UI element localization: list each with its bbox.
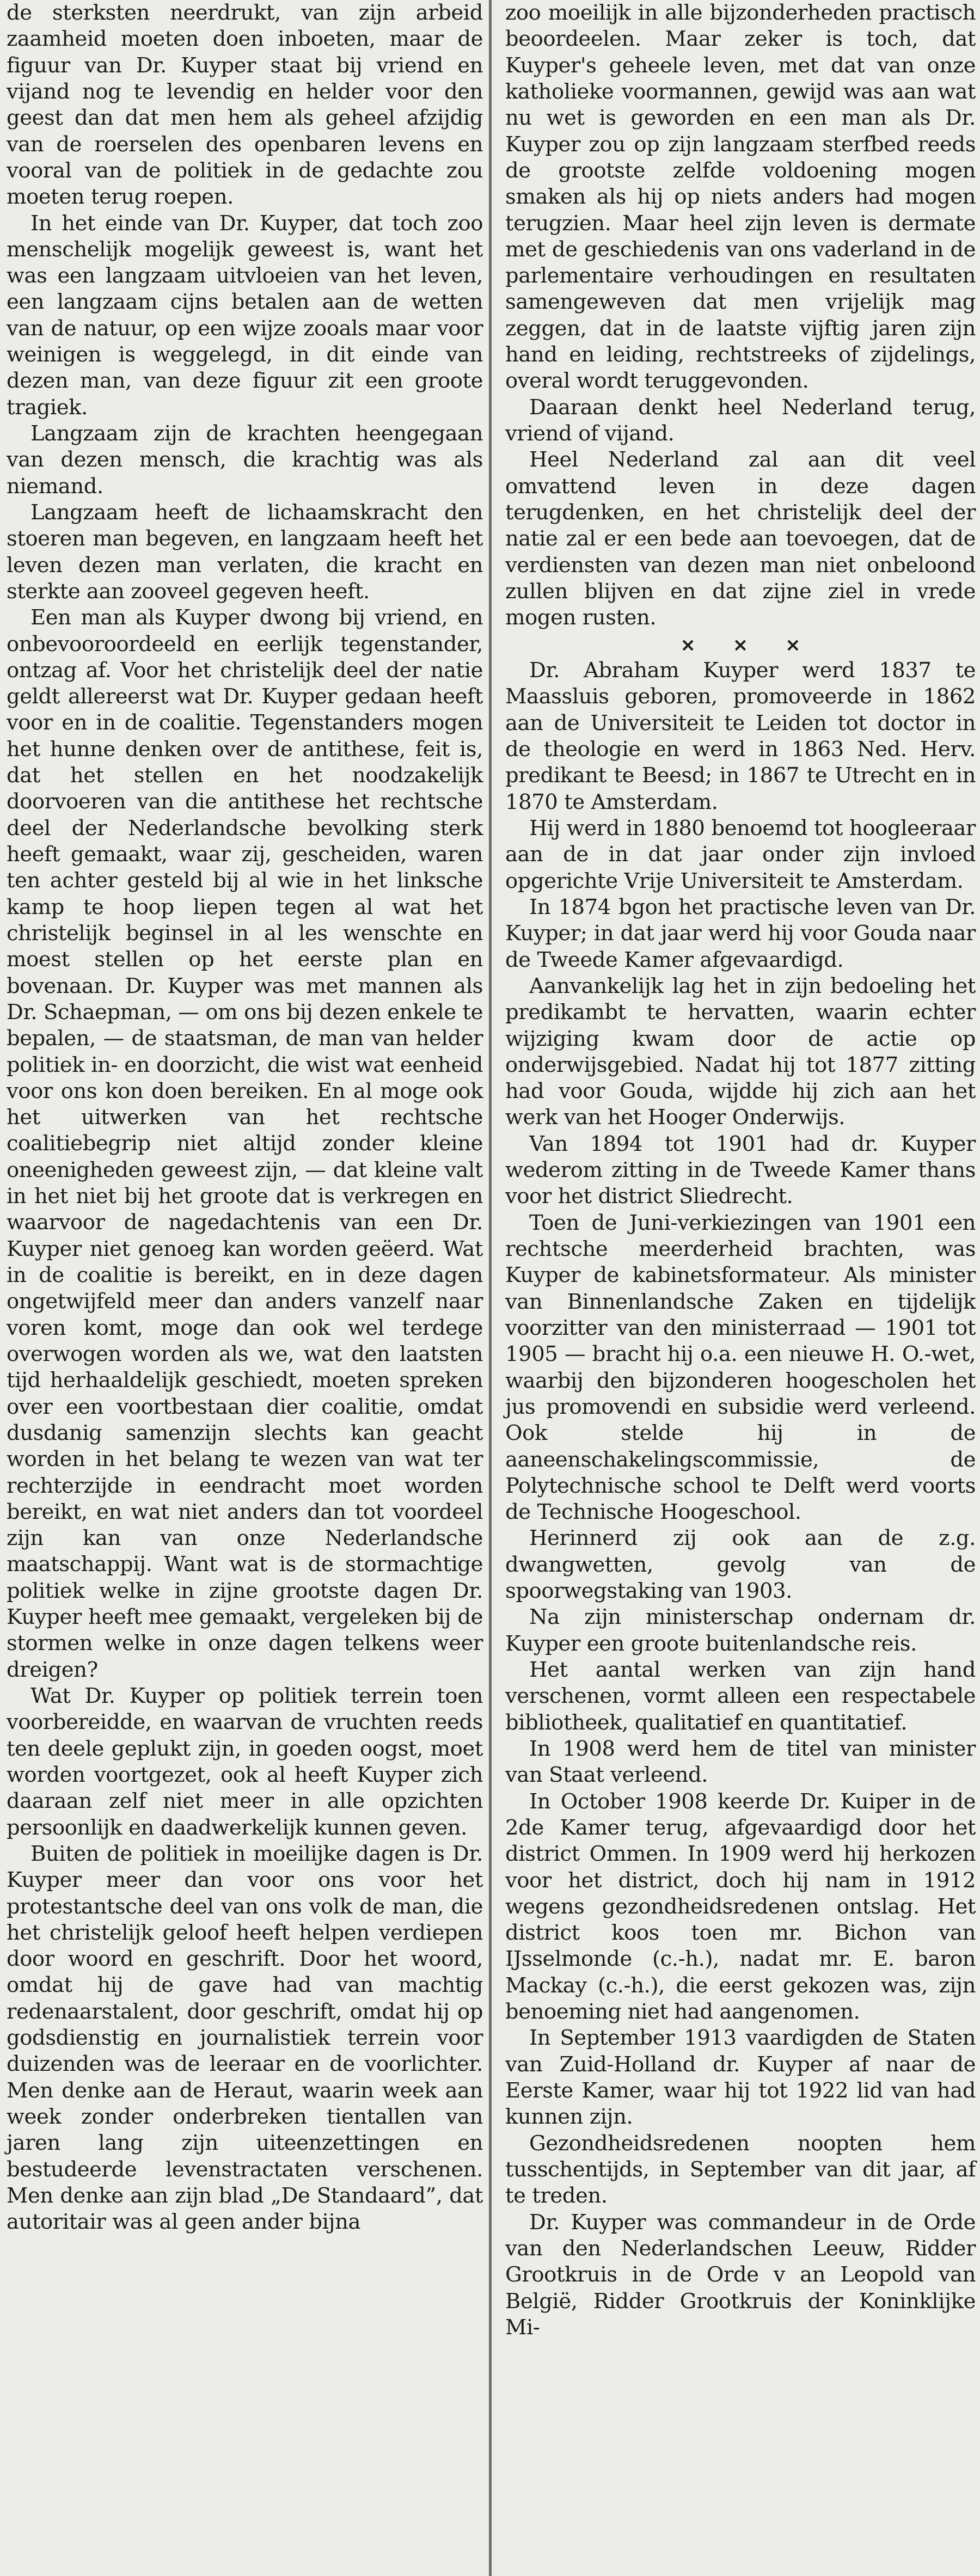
paragraph: Dr. Abraham Kuyper werd 1837 te Maassluis geboren, promoveerde in 1862 aan de Universiteit te Leiden tot doctor in de theologie en werd in 1863 Ned. Herv. predikant te Beesd; in 1867 te Utrecht en in 1870 te Amsterdam.	[505, 658, 976, 814]
paragraph: de sterksten neerdrukt, van zijn arbeid zaamheid moeten doen inboeten, maar de figuur van Dr. Kuyper staat bij vriend en vijand nog te levendig en helder voor den geest dan dat men hem als geheel afzijdig van de roerselen des openbaren levens en vooral van de politiek in de gedachte zou moeten terug roepen.	[7, 1, 483, 210]
paragraph: Heel Nederland zal aan dit veel omvattend leven in deze dagen terugdenken, en het christelijk deel der natie zal er een bede aan toevoegen, dat de verdiensten van dezen man niet onbeloond zullen blijven en dat zijne ziel in vrede mogen rusten.	[505, 447, 976, 630]
paragraph: Langzaam heeft de lichaamskracht den stoeren man begeven, en langzaam heeft het leven dezen man verlaten, die kracht en sterkte aan zooveel gegeven heeft.	[7, 500, 483, 604]
paragraph: Daaraan denkt heel Nederland terug, vriend of vijand.	[505, 395, 976, 446]
paragraph: Buiten de politiek in moeilijke dagen is Dr. Kuyper meer dan voor ons voor het protestantsche deel van ons volk de man, die het christelijk geloof heeft helpen verdiepen door woord en geschrift. Door het woord, omdat hij de gave had van machtig redenaarstalent, door geschrift, omdat hij op godsdienstig en journalistiek terrein voor duizenden was de leeraar en de voorlichter. Men denke aan de Heraut, waarin week aan week zonder onderbreken tientallen van jaren lang zijn uiteenzettingen en bestudeerde levenstractaten verschenen. Men denke aan zijn blad „De Standaard”, dat autoritair was al geen ander bijna	[7, 1841, 483, 2235]
paragraph: Aanvankelijk lag het in zijn bedoeling het predikambt te hervatten, waarin echter wijziging kwam door de actie op onderwijsgebied. Nadat hij tot 1877 zitting had voor Gouda, wijdde hij zich aan het werk van het Hooger Onderwijs.	[505, 973, 976, 1130]
paragraph: Hij werd in 1880 benoemd tot hoogleeraar aan de in dat jaar onder zijn invloed opgerichte Vrije Universiteit te Amsterdam.	[505, 816, 976, 893]
column-divider	[489, 0, 492, 2576]
paragraph: In 1874 bgon het practische leven van Dr. Kuyper; in dat jaar werd hij voor Gouda naar de Tweede Kamer afgevaardigd.	[505, 894, 976, 972]
paragraph: In 1908 werd hem de titel van minister van Staat verleend.	[505, 1736, 976, 1788]
paragraph: Langzaam zijn de krachten heengegaan van dezen mensch, die krachtig was als niemand.	[7, 421, 483, 499]
paragraph: Wat Dr. Kuyper op politiek terrein toen voorbereidde, en waarvan de vruchten reeds ten deele geplukt zijn, in goeden oogst, moet worden voortgezet, ook al heeft Kuyper zich daaraan zelf niet meer in alle opzichten persoonlijk en daadwerkelijk kunnen geven.	[7, 1684, 483, 1840]
paragraph: Van 1894 tot 1901 had dr. Kuyper wederom zitting in de Tweede Kamer thans voor het district Sliedrecht.	[505, 1131, 976, 1209]
paragraph: Toen de Juni-verkiezingen van 1901 een rechtsche meerderheid brachten, was Kuyper de kabinetsformateur. Als minister van Binnenlandsche Zaken en tijdelijk voorzitter van den ministerraad — 1901 tot 1905 — bracht hij o.a. een nieuwe H. O.-wet, waarbij den bijzonderen hoogescholen het jus promovendi en subsidie werd verleend. Ook stelde hij in de aaneenschakelingscommissie, de Polytechnische school te Delft werd voorts de Technische Hoogeschool.	[505, 1210, 976, 1525]
left-column	[0, 0, 486, 2576]
paragraph: Herinnerd zij ook aan de z.g. dwangwetten, gevolg van de spoorwegstaking van 1903.	[505, 1526, 976, 1604]
paragraph: In September 1913 vaardigden de Staten van Zuid-Holland dr. Kuyper af naar de Eerste Kamer, waar hij tot 1922 lid van had kunnen zijn.	[505, 2026, 976, 2130]
paragraph: Dr. Kuyper was commandeur in de Orde van den Nederlandschen Leeuw, Ridder Grootkruis in de Orde v an Leopold van België, Ridder Grootkruis der Koninklijke Mi-	[505, 2210, 976, 2340]
paragraph: Het aantal werken van zijn hand verschenen, vormt alleen een respectabele bibliotheek, qualitatief en quantitatief.	[505, 1658, 976, 1735]
paragraph: Na zijn ministerschap ondernam dr. Kuyper een groote buitenlandsche reis.	[505, 1605, 976, 1656]
paragraph: zoo moeilijk in alle bijzonderheden practisch beoordeelen. Maar zeker is toch, dat Kuyper's geheele leven, met dat van onze katholieke voormannen, gewijd was aan wat nu wet is geworden en een man als Dr. Kuyper zou op zijn langzaam sterfbed reeds de grootste zelfde voldoening mogen smaken als hij op niets anders had mogen terugzien. Maar heel zijn leven is dermate met de geschiedenis van ons vaderland in de parlementaire verhoudingen en resultaten samengeweven dat men vrijelijk mag zeggen, dat in de laatste vijftig jaren zijn hand en leiding, rechtstreeks of zijdelings, overal wordt teruggevonden.	[505, 1, 976, 394]
section-separator: × × ×	[680, 634, 816, 656]
right-column	[494, 0, 980, 2576]
paragraph: Gezondheidsredenen noopten hem tusschentijds, in September van dit jaar, af te treden.	[505, 2131, 976, 2209]
paragraph: Een man als Kuyper dwong bij vriend, en onbevooroordeeld en eerlijk tegenstander, ontzag af. Voor het christelijk deel der natie geldt allereerst wat Dr. Kuyper gedaan heeft voor en in de coalitie. Tegenstanders mogen het hunne denken over de antithese, feit is, dat het stellen en het noodzakelijk doorvoeren van die antithese het rechtsche deel der Nederlandsche bevolking sterk heeft gemaakt, waar zij, gescheiden, waren ten achter gesteld bij al wie in het linksche kamp te hoop liepen tegen al wat het christelijk beginsel in al les wenschte en moest stellen op het eerste plan en bovenaan. Dr. Kuyper was met mannen als Dr. Schaepman, — om ons bij dezen enkele te bepalen, — de staatsman, de man van helder politiek in- en doorzicht, die wist wat eenheid voor ons kon doen bereiken. En al moge ook het uitwerken van het rechtsche coalitiebegrip niet altijd zonder kleine oneenigheden geweest zijn, — dat kleine valt in het niet bij het groote dat is verkregen en waarvoor de nagedachtenis van een Dr. Kuyper niet genoeg kan worden geëerd. Wat in de coalitie is bereikt, en in deze dagen ongetwijfeld meer dan anders vanzelf naar voren komt, moge dan ook wel terdege overwogen worden als we, wat den laatsten tijd herhaaldelijk geschiedt, moeten spreken over een voortbestaan dier coalitie, omdat dusdanig samenzijn slechts kan geacht worden in het belang te wezen van wat ter rechterzijde in eendracht moet worden bereikt, en wat niet anders dan tot voordeel zijn kan van onze Nederlandsche maatschappij. Want wat is de stormachtige politiek welke in zijne grootste dagen Dr. Kuyper heeft mee gemaakt, vergeleken bij de stormen welke in onze dagen telkens weer dreigen?	[7, 605, 483, 1682]
paragraph: In het einde van Dr. Kuyper, dat toch zoo menschelijk mogelijk geweest is, want het was een langzaam uitvloeien van het leven, een langzaam cijns betalen aan de wetten van de natuur, op een wijze zooals maar voor weinigen is weggelegd, in dit einde van dezen man, van deze figuur zit een groote tragiek.	[7, 211, 483, 420]
paragraph: In October 1908 keerde Dr. Kuiper in de 2de Kamer terug, afgevaardigd door het district Ommen. In 1909 werd hij herkozen voor het district, doch hij nam in 1912 wegens gezondheidsredenen ontslag. Het district koos toen mr. Bichon van IJsselmonde (c.-h.), nadat mr. E. baron Mackay (c.-h.), die eerst gekozen was, zijn benoeming niet had aangenomen.	[505, 1789, 976, 2025]
